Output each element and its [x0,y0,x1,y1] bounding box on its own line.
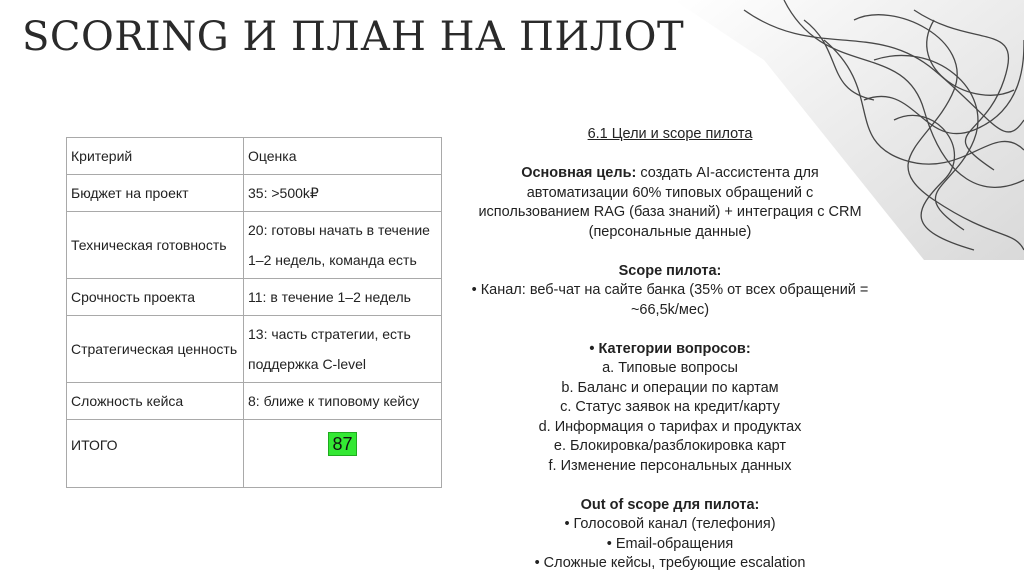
header-score: Оценка [244,138,442,175]
table-row [67,212,442,279]
score-cell: 8: ближе к типовому кейсу [244,383,442,420]
out-of-scope-label: Out of scope для пилота: [580,496,760,513]
goal-label: Основная цель: [521,165,637,181]
criterion-cell: Бюджет на проект [67,175,244,212]
score-cell: 11: в течение 1–2 недель [244,279,442,316]
score-cell: 13: часть стратегии, есть поддержка C-level [244,316,442,383]
criterion-cell: Сложность кейса [67,383,244,420]
page-title: SCORING И ПЛАН НА ПИЛОТ [22,14,685,60]
table-row [67,175,442,212]
category-item: f. Изменение персональных данных [548,457,792,474]
table-row [67,279,442,316]
total-score-badge: 87 [328,432,356,456]
out-of-scope-item: • Email-обращения [606,535,734,552]
category-item: b. Баланс и операции по картам [561,379,779,396]
table-header-row [67,138,442,175]
pilot-plan-text [470,125,870,574]
categories-label: • Категории вопросов: [589,340,751,357]
header-criterion: Критерий [67,138,244,175]
criterion-cell: Срочность проекта [67,279,244,316]
category-item: d. Информация о тарифах и продуктах [538,418,802,435]
total-row [67,420,442,488]
table-row [67,316,442,383]
total-label: ИТОГО [67,420,244,488]
out-of-scope-item: • Сложные кейсы, требующие escalation [534,555,806,571]
scope-channel: • Канал: веб-чат на сайте банка (35% от всех обращений = ~66,5k/мес) [471,282,869,318]
out-of-scope-item: • Голосовой канал (телефония) [564,516,776,532]
category-item: c. Статус заявок на кредит/карту [560,399,780,415]
section-heading: 6.1 Цели и scope пилота [587,126,753,142]
goal-paragraph [470,164,870,242]
score-cell: 20: готовы начать в течение 1–2 недель, команда есть [244,212,442,279]
scoring-table [66,137,442,488]
category-item: e. Блокировка/разблокировка карт [553,438,787,454]
score-cell: 35: >500k₽ [244,175,442,212]
category-item: a. Типовые вопросы [602,360,738,376]
criterion-cell: Стратегическая ценность [67,316,244,383]
goal-text: создать AI-ассистента для автоматизации 60% типовых обращений с использованием RAG (база знаний) + интеграция с CRM (персональные данные) [478,165,862,240]
total-score-cell [244,420,442,488]
criterion-cell: Техническая готовность [67,212,244,279]
scope-label: Scope пилота: [618,262,722,279]
table-row [67,383,442,420]
